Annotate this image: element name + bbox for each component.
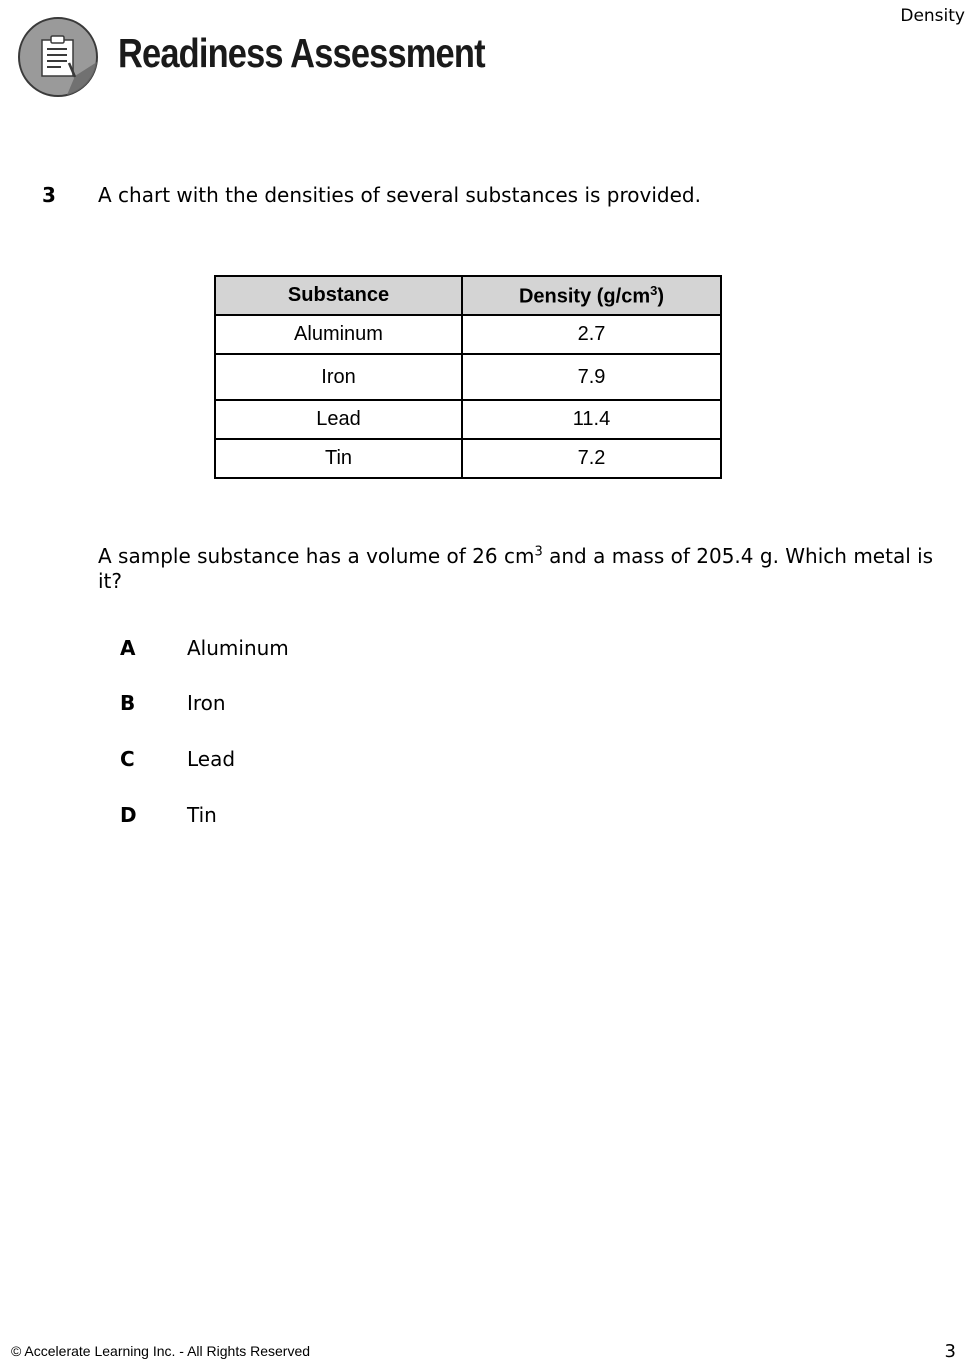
header-substance: Substance [215, 276, 462, 315]
choice-a[interactable] [120, 634, 289, 662]
footer-copyright: © Accelerate Learning Inc. - All Rights Reserved [11, 1343, 311, 1359]
table-row [215, 400, 721, 439]
question-prompt: A chart with the densities of several substances is provided. [98, 183, 701, 207]
page-number: 3 [944, 1341, 956, 1362]
cell-substance: Aluminum [215, 315, 462, 354]
choice-text: Aluminum [187, 636, 289, 660]
cell-density: 2.7 [462, 315, 721, 354]
question-stem [98, 544, 938, 594]
choice-letter: D [120, 803, 137, 827]
header-density [462, 276, 721, 315]
stem-part1: A sample substance has a volume of 26 cm [98, 544, 535, 568]
stem-sup: 3 [534, 544, 543, 560]
choice-c[interactable] [120, 745, 235, 773]
choice-text: Iron [187, 691, 226, 715]
density-table [214, 275, 722, 479]
choice-b[interactable] [120, 689, 226, 717]
choice-d[interactable] [120, 801, 217, 829]
choice-letter: B [120, 691, 136, 715]
clipboard-icon [17, 16, 99, 98]
topic-label: Density [900, 6, 965, 26]
stem-part2: and a mass of 205.4 g. Which metal is it? [98, 544, 934, 593]
question-number: 3 [42, 183, 56, 207]
page-title: Readiness Assessment [118, 30, 485, 76]
table-row [215, 315, 721, 354]
cell-density: 7.9 [462, 354, 721, 400]
cell-density: 7.2 [462, 439, 721, 478]
choice-text: Lead [187, 747, 236, 771]
cell-substance: Iron [215, 354, 462, 400]
header-density-sup: 3 [650, 282, 658, 298]
table-row [215, 439, 721, 478]
cell-density: 11.4 [462, 400, 721, 439]
choice-letter: A [120, 636, 136, 660]
choice-text: Tin [187, 803, 217, 827]
choice-letter: C [120, 747, 135, 771]
cell-substance: Tin [215, 439, 462, 478]
table-row [215, 354, 721, 400]
header-density-text: Density (g/cm [518, 285, 651, 308]
header-density-end: ) [657, 285, 665, 308]
cell-substance: Lead [215, 400, 462, 439]
table-header-row [215, 276, 721, 315]
